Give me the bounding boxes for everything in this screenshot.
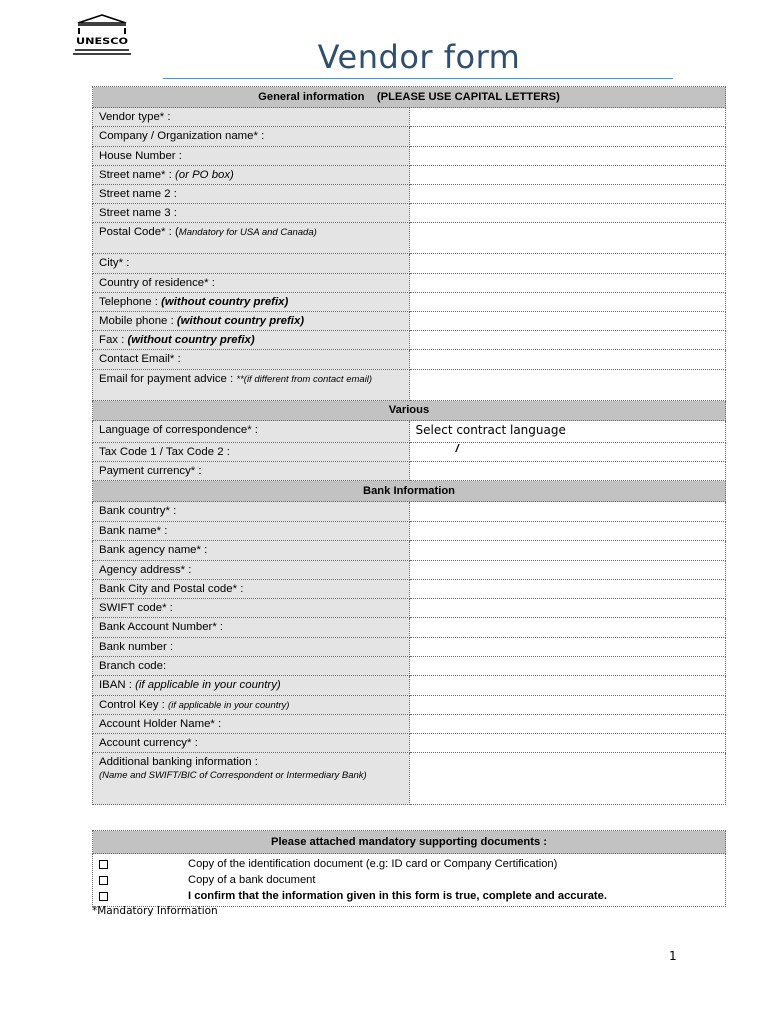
supporting-documents-table	[92, 830, 726, 907]
payment-advice-email-label-text: Email for payment advice :	[99, 373, 237, 385]
street-name-2-field[interactable]	[409, 185, 726, 204]
house-number-field[interactable]	[409, 147, 726, 166]
additional-banking-info-field[interactable]	[409, 753, 726, 805]
street-name-3-label: Street name 3 :	[93, 204, 410, 223]
branch-code-label: Branch code:	[93, 657, 410, 676]
bank-number-field[interactable]	[409, 638, 726, 657]
country-of-residence-label: Country of residence* :	[93, 274, 410, 293]
bank-document-label: Copy of a bank document	[188, 874, 316, 886]
language-select-value: Select contract language	[415, 423, 566, 437]
payment-advice-email-hint: **(if different from contact email)	[236, 374, 373, 385]
city-field[interactable]	[409, 254, 726, 274]
supporting-documents-list	[93, 854, 726, 907]
postal-code-label	[93, 223, 410, 254]
fax-hint: (without country prefix)	[127, 334, 255, 346]
confirmation-checkbox[interactable]	[99, 892, 108, 901]
document-item	[93, 888, 725, 904]
supporting-documents-header: Please attached mandatory supporting documents :	[93, 831, 726, 854]
control-key-label	[93, 696, 410, 715]
house-number-label: House Number :	[93, 147, 410, 166]
bank-document-checkbox[interactable]	[99, 876, 108, 885]
account-holder-name-field[interactable]	[409, 715, 726, 734]
company-name-label: Company / Organization name* :	[93, 127, 410, 147]
iban-field[interactable]	[409, 676, 726, 696]
fax-field[interactable]	[409, 331, 726, 350]
bank-agency-name-label: Bank agency name* :	[93, 541, 410, 561]
general-information-header: General information (PLEASE USE CAPITAL LETTERS)	[93, 87, 726, 108]
mobile-phone-label	[93, 312, 410, 331]
swift-code-label: SWIFT code* :	[93, 599, 410, 618]
bank-name-field[interactable]	[409, 522, 726, 541]
postal-code-field[interactable]	[409, 223, 726, 254]
street-name-label	[93, 166, 410, 185]
id-document-label: Copy of the identification document (e.g: ID card or Company Certification)	[188, 858, 558, 870]
street-name-2-label: Street name 2 :	[93, 185, 410, 204]
company-name-field[interactable]	[409, 127, 726, 147]
account-currency-field[interactable]	[409, 734, 726, 753]
control-key-field[interactable]	[409, 696, 726, 715]
control-key-hint: (if applicable in your country)	[168, 700, 290, 711]
svg-text:UNESCO: UNESCO	[76, 37, 128, 47]
document-item	[93, 856, 725, 872]
payment-advice-email-label	[93, 370, 410, 401]
bank-country-field[interactable]	[409, 502, 726, 522]
city-label: City* :	[93, 254, 410, 274]
language-select[interactable]	[409, 421, 726, 443]
bank-city-postal-field[interactable]	[409, 580, 726, 599]
branch-code-field[interactable]	[409, 657, 726, 676]
document-item	[93, 872, 725, 888]
account-currency-label: Account currency* :	[93, 734, 410, 753]
contact-email-field[interactable]	[409, 350, 726, 370]
iban-hint: (if applicable in your country)	[135, 679, 281, 691]
street-name-hint: (or PO box)	[174, 169, 234, 181]
bank-number-label: Bank number :	[93, 638, 410, 657]
agency-address-field[interactable]	[409, 561, 726, 580]
telephone-label-text: Telephone :	[99, 296, 162, 308]
page-number: 1	[669, 949, 677, 963]
telephone-field[interactable]	[409, 293, 726, 312]
country-of-residence-field[interactable]	[409, 274, 726, 293]
payment-currency-label: Payment currency* :	[93, 462, 410, 481]
mobile-phone-label-text: Mobile phone :	[99, 315, 177, 327]
payment-currency-field[interactable]	[409, 462, 726, 481]
mobile-phone-field[interactable]	[409, 312, 726, 331]
payment-advice-email-field[interactable]	[409, 370, 726, 401]
additional-banking-info-hint: (Name and SWIFT/BIC of Correspondent or Intermediary Bank)	[99, 770, 367, 782]
bank-account-number-field[interactable]	[409, 618, 726, 638]
account-holder-name-label: Account Holder Name* :	[93, 715, 410, 734]
agency-address-label: Agency address* :	[93, 561, 410, 580]
iban-label-text: IBAN :	[99, 679, 136, 691]
fax-label-text: Fax :	[99, 334, 128, 346]
title-underline	[163, 78, 673, 79]
control-key-label-text: Control Key :	[99, 699, 169, 711]
postal-code-hint: Mandatory for USA and Canada)	[178, 227, 317, 238]
bank-city-postal-label: Bank City and Postal code* :	[93, 580, 410, 599]
tax-code-separator: /	[455, 443, 459, 455]
tax-code-label: Tax Code 1 / Tax Code 2 :	[93, 443, 410, 462]
telephone-label	[93, 293, 410, 312]
bank-information-header: Bank Information	[93, 481, 726, 502]
page-title: Vendor form	[317, 38, 521, 76]
contact-email-label: Contact Email* :	[93, 350, 410, 370]
bank-agency-name-field[interactable]	[409, 541, 726, 561]
fax-label	[93, 331, 410, 350]
various-header: Various	[93, 401, 726, 421]
postal-code-label-text: Postal Code* : (	[99, 226, 179, 238]
street-name-3-field[interactable]	[409, 204, 726, 223]
bank-country-label: Bank country* :	[93, 502, 410, 522]
tax-code-field[interactable]	[409, 443, 726, 462]
mobile-phone-hint: (without country prefix)	[176, 315, 305, 327]
street-name-label-text: Street name* :	[99, 169, 175, 181]
bank-name-label: Bank name* :	[93, 522, 410, 541]
id-document-checkbox[interactable]	[99, 860, 108, 869]
vendor-type-field[interactable]	[409, 108, 726, 127]
street-name-field[interactable]	[409, 166, 726, 185]
mandatory-footnote: *Mandatory Information	[92, 905, 218, 917]
bank-account-number-label: Bank Account Number* :	[93, 618, 410, 638]
language-label: Language of correspondence* :	[93, 421, 410, 443]
confirmation-label: I confirm that the information given in this form is true, complete and accurate.	[188, 890, 607, 902]
additional-banking-info-label-text: Additional banking information :	[99, 756, 258, 768]
telephone-hint: (without country prefix)	[161, 296, 289, 308]
vendor-type-label: Vendor type* :	[93, 108, 410, 127]
additional-banking-info-label	[93, 753, 410, 805]
vendor-form-table	[92, 86, 726, 805]
iban-label	[93, 676, 410, 696]
swift-code-field[interactable]	[409, 599, 726, 618]
